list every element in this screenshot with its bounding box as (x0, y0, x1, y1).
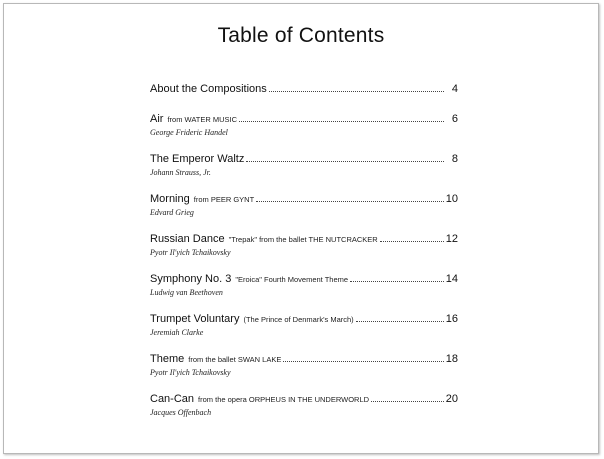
entry-subtitle: "Eroica" Fourth Movement Theme (235, 275, 349, 284)
dot-leader (350, 272, 444, 282)
entry-page-number: 4 (451, 83, 458, 95)
entry-composer: Jacques Offenbach (150, 408, 212, 417)
entry-title: Can-Can (150, 393, 195, 405)
toc-entry (150, 392, 458, 417)
toc-entry (150, 152, 458, 177)
entry-composer: Jeremiah Clarke (150, 328, 204, 337)
dot-leader (380, 232, 444, 242)
entry-subtitle: "Trepak" from the ballet THE NUTCRACKER (228, 235, 378, 244)
dot-leader (256, 192, 444, 202)
entry-page-number: 6 (451, 113, 458, 125)
toc-entry (150, 232, 458, 257)
toc-entry-line (150, 232, 458, 246)
toc-entry (150, 352, 458, 377)
entry-composer: Ludwig van Beethoven (150, 288, 223, 297)
dot-leader (246, 152, 444, 162)
entry-subtitle: from the opera ORPHEUS IN THE UNDERWORLD (198, 395, 370, 404)
entry-title: The Emperor Waltz (150, 153, 245, 165)
entry-page-number: 16 (445, 313, 458, 325)
entry-page-number: 20 (445, 393, 458, 405)
entry-title: Trumpet Voluntary (150, 313, 240, 325)
entry-composer: Pyotr Il'yich Tchaikovsky (150, 248, 231, 257)
dot-leader (371, 392, 444, 402)
dot-leader (269, 82, 444, 92)
dot-leader (239, 112, 444, 122)
dot-leader (356, 312, 444, 322)
entry-page-number: 8 (451, 153, 458, 165)
entry-subtitle: from the ballet SWAN LAKE (188, 355, 282, 364)
entry-title: Theme (150, 353, 185, 365)
entry-title: Symphony No. 3 (150, 273, 232, 285)
entry-subtitle: from WATER MUSIC (167, 115, 238, 124)
toc-entry (150, 272, 458, 297)
entry-title: Morning (150, 193, 190, 205)
entry-composer: Pyotr Il'yich Tchaikovsky (150, 368, 231, 377)
table-of-contents (150, 82, 458, 417)
entry-title: Russian Dance (150, 233, 225, 245)
toc-entry (150, 112, 458, 137)
entry-composer: George Frideric Handel (150, 128, 228, 137)
toc-entry-line (150, 392, 458, 406)
entry-page-number: 10 (445, 193, 458, 205)
entry-title: Air (150, 113, 164, 125)
toc-entry (150, 312, 458, 337)
entry-page-number: 18 (445, 353, 458, 365)
dot-leader (283, 352, 443, 362)
toc-entry-line (150, 272, 458, 286)
entry-page-number: 12 (445, 233, 458, 245)
entry-subtitle: (The Prince of Denmark's March) (243, 315, 354, 324)
page-title: Table of Contents (217, 24, 385, 47)
document-page (3, 3, 599, 454)
toc-entry (150, 192, 458, 217)
toc-entry-line (150, 192, 458, 206)
entry-composer: Johann Strauss, Jr. (150, 168, 211, 177)
toc-entry-line (150, 352, 458, 366)
entry-title: About the Compositions (150, 83, 267, 95)
entry-composer: Edvard Grieg (150, 208, 194, 217)
entry-subtitle: from PEER GYNT (193, 195, 255, 204)
toc-entry (150, 82, 458, 102)
entry-page-number: 14 (445, 273, 458, 285)
toc-entry-line (150, 112, 458, 126)
toc-entry-line (150, 152, 458, 166)
toc-entry-line (150, 82, 458, 96)
toc-entry-line (150, 312, 458, 326)
